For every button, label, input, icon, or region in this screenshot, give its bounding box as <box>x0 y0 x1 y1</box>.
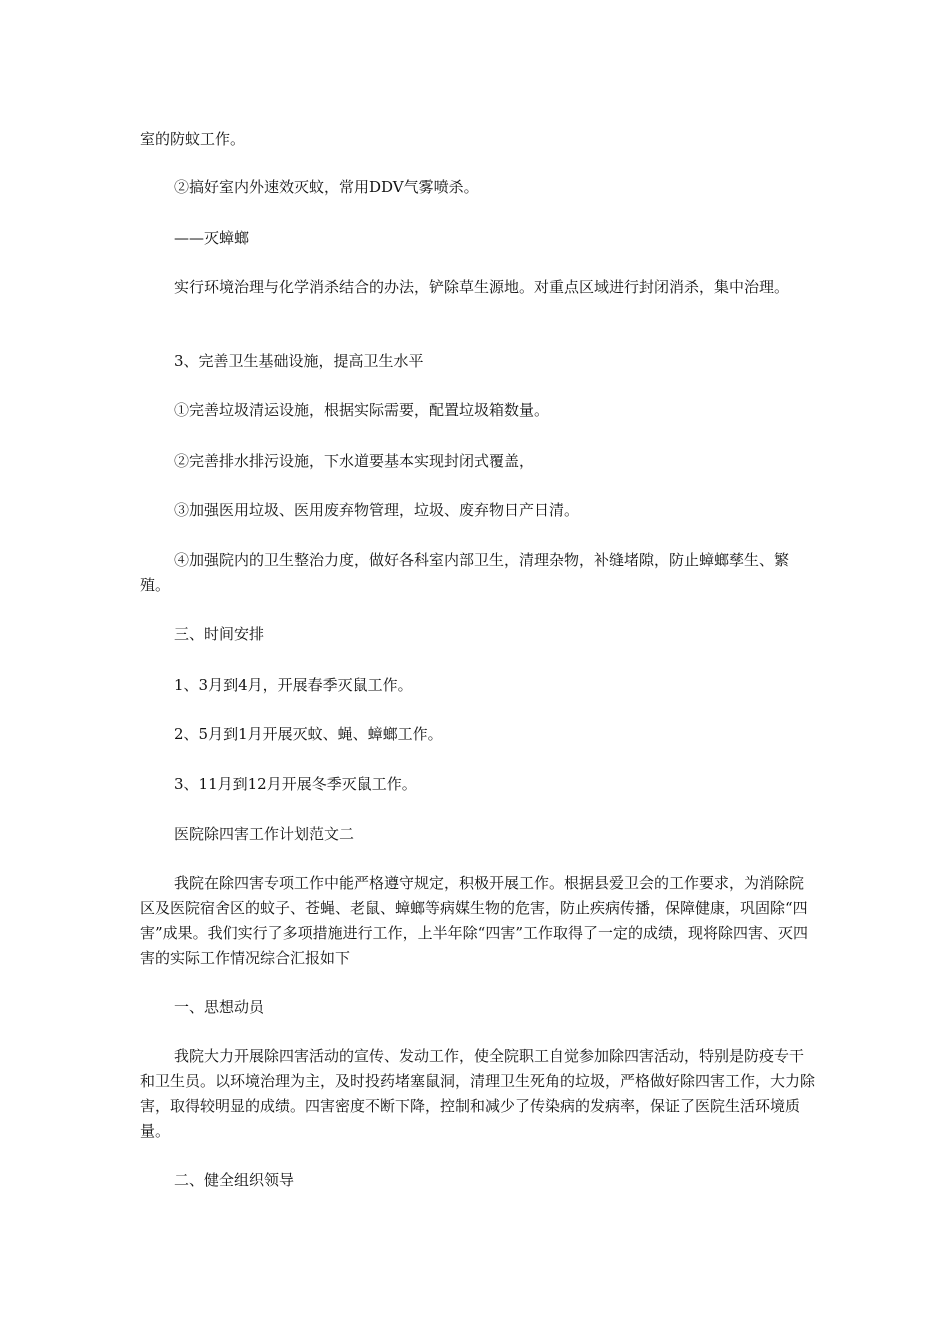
paragraph-cockroach-method: 实行环境治理与化学消杀结合的办法，铲除草生源地。对重点区域进行封闭消杀，集中治理。 <box>174 278 790 296</box>
schedule-item-2: 2、5月到1月开展灭蚊、蝇、蟑螂工作。 <box>174 725 443 743</box>
paragraph-mosquito-spray: ②搞好室内外速效灭蚊，常用DDV气雾喷杀。 <box>174 178 479 196</box>
paragraph-intro: 我院在除四害专项工作中能严格遵守规定，积极开展工作。根据县爱卫会的工作要求，为消除院区及医院宿舍区的蚊子、苍蝇、老鼠、蟑螂等病媒生物的危害，防止疾病传播，保障健康，巩固除“四害”成果。我们实行了多项措施进行工作，上半年除“四害”工作取得了一定的成绩，现将除四害、灭四害的实际工作情况综合汇报如下 <box>140 874 809 967</box>
schedule-item-1: 1、3月到4月，开展春季灭鼠工作。 <box>174 676 413 694</box>
section-heading-schedule: 三、时间安排 <box>174 625 265 643</box>
subheading-cockroach: ——灭蟑螂 <box>174 229 250 247</box>
subheading-facilities: 3、完善卫生基础设施，提高卫生水平 <box>174 352 424 370</box>
section-heading-organization: 二、健全组织领导 <box>174 1171 295 1189</box>
section-heading-mobilization: 一、思想动员 <box>174 998 265 1016</box>
paragraph-garbage: ①完善垃圾清运设施，根据实际需要，配置垃圾箱数量。 <box>174 401 550 419</box>
paragraph-continuation: 室的防蚊工作。 <box>140 130 246 148</box>
schedule-item-3: 3、11月到12月开展冬季灭鼠工作。 <box>174 775 417 793</box>
paragraph-hygiene: ④加强院内的卫生整治力度，做好各科室内部卫生，清理杂物，补缝堵隙，防止蟑螂孳生、繁殖。 <box>140 551 790 594</box>
document-subtitle: 医院除四害工作计划范文二 <box>174 825 355 843</box>
paragraph-medical-waste: ③加强医用垃圾、医用废弃物管理，垃圾、废弃物日产日清。 <box>174 501 580 519</box>
paragraph-mobilization: 我院大力开展除四害活动的宣传、发动工作，使全院职工自觉参加除四害活动，特别是防疫专干和卫生员。以环境治理为主，及时投药堵塞鼠洞，清理卫生死角的垃圾，严格做好除四害工作，大力除害，取得较明显的成绩。四害密度不断下降，控制和减少了传染病的发病率，保证了医院生活环境质量。 <box>140 1047 816 1140</box>
paragraph-drainage: ②完善排水排污设施，下水道要基本实现封闭式覆盖， <box>174 452 535 470</box>
